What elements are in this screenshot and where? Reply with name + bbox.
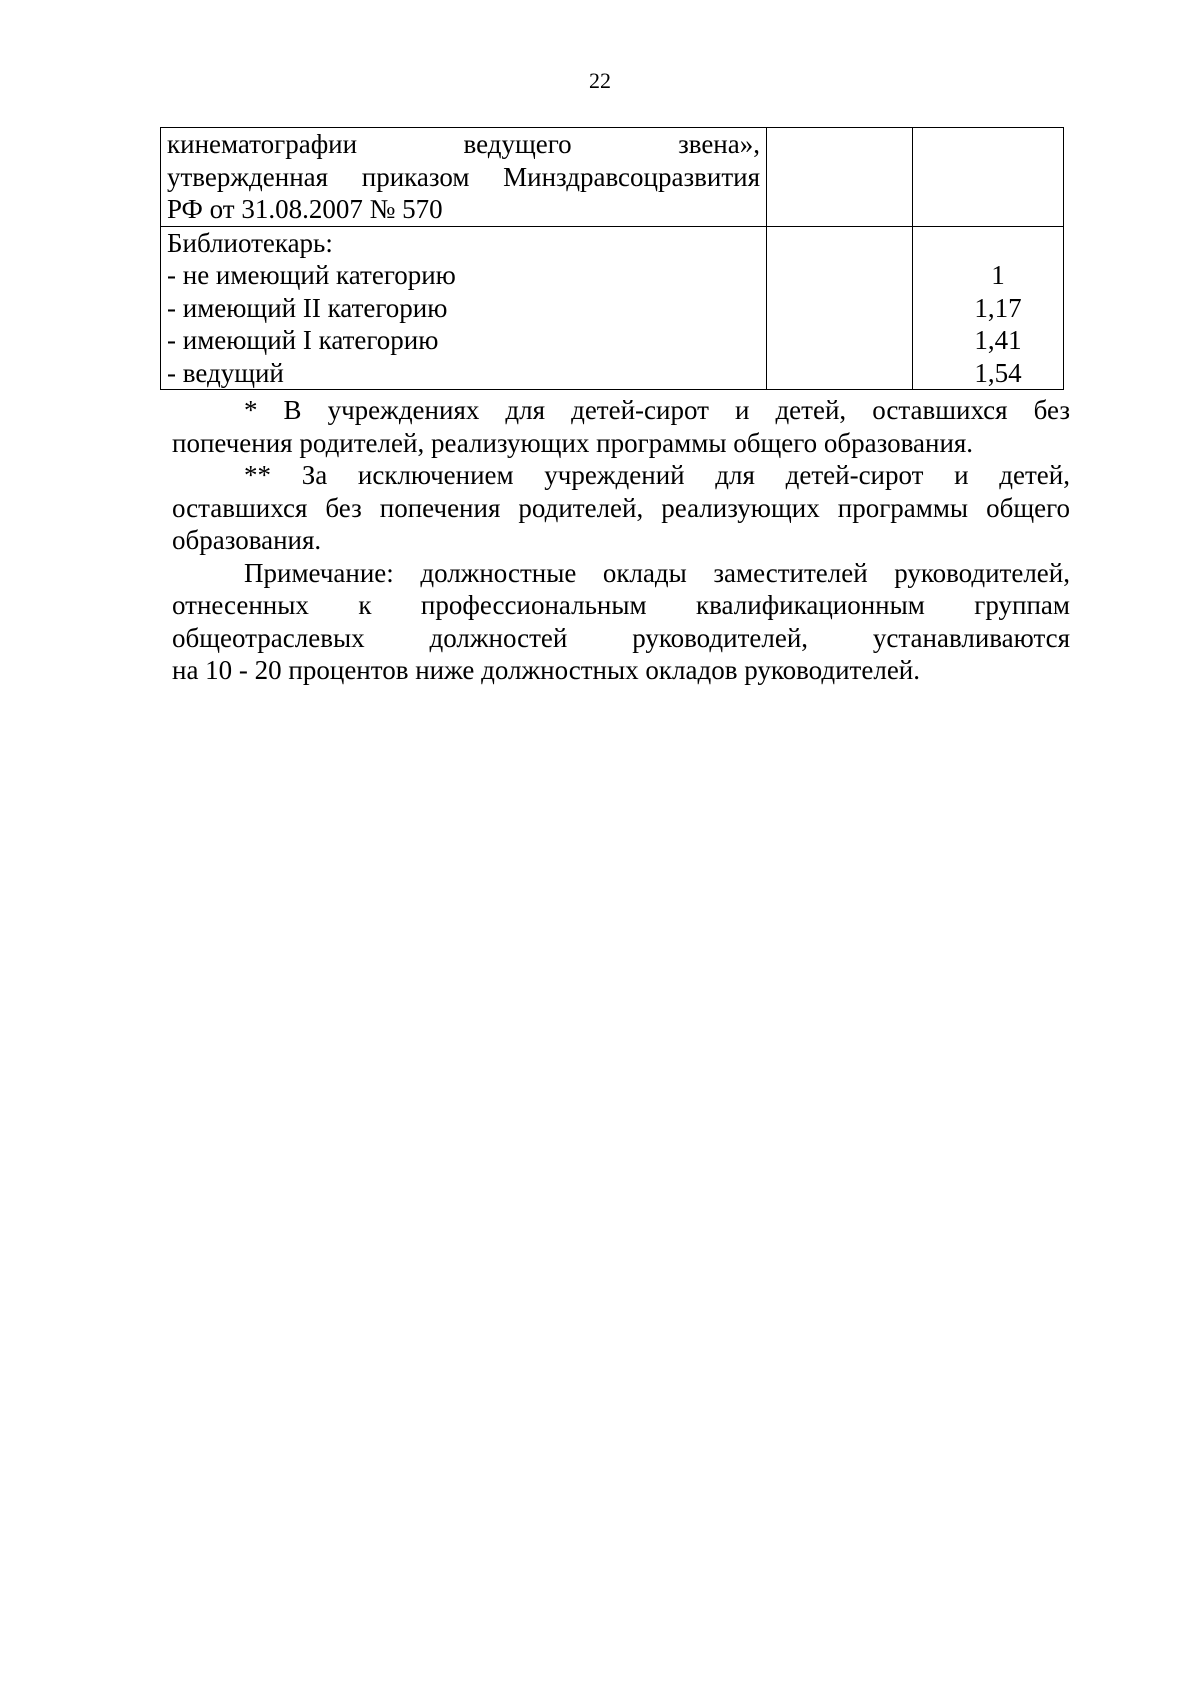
empty-cell xyxy=(767,128,913,227)
coefficient-value: 1,41 xyxy=(974,325,1022,355)
page-number: 22 xyxy=(589,68,611,93)
note-line: * В учреждениях для детей-сирот и детей, оставшихся без xyxy=(244,395,1070,425)
position-item-label: - имеющий II категорию xyxy=(167,292,448,323)
note-line: образования. xyxy=(172,525,322,555)
position-cell xyxy=(161,128,767,227)
note-remark xyxy=(172,557,1070,687)
table-row xyxy=(161,128,1064,227)
cell-text-line: утвержденная приказом Минздравсоцразвития xyxy=(167,161,760,192)
note-line: попечения родителей, реализующих программы общего образования. xyxy=(172,427,974,458)
footnote-double-asterisk xyxy=(172,459,1070,557)
empty-cell xyxy=(767,226,913,390)
note-line: оставшихся без попечения родителей, реализующих программы общего xyxy=(172,492,1070,523)
footnote-single-asterisk xyxy=(172,394,1070,459)
note-line: Примечание: должностные оклады заместителей руководителей, xyxy=(244,557,1070,588)
coefficient-value: 1 xyxy=(991,260,1005,290)
cell-text-line: РФ от 31.08.2007 № 570 xyxy=(167,194,443,224)
cell-text-line: кинематографии ведущего звена», xyxy=(167,129,760,159)
coefficient-value: 1,54 xyxy=(974,357,1022,388)
table-row xyxy=(161,226,1064,390)
position-item-label: - ведущий xyxy=(167,357,284,388)
position-cell xyxy=(161,226,767,390)
position-heading: Библиотекарь: xyxy=(167,227,333,258)
coefficients-table xyxy=(160,127,1064,390)
note-line: на 10 - 20 процентов ниже должностных окладов руководителей. xyxy=(172,655,920,685)
note-line: ** За исключением учреждений для детей-сирот и детей, xyxy=(244,460,1070,490)
coefficient-value: 1,17 xyxy=(974,292,1022,323)
note-line: отнесенных к профессиональным квалификационным группам xyxy=(172,590,1070,620)
empty-cell xyxy=(913,128,1064,227)
footnotes xyxy=(172,394,1070,687)
note-line: общеотраслевых должностей руководителей, устанавливаются xyxy=(172,622,1070,653)
position-item-label: - не имеющий категорию xyxy=(167,260,456,290)
coefficient-cell xyxy=(913,226,1064,390)
position-item-label: - имеющий I категорию xyxy=(167,325,439,355)
